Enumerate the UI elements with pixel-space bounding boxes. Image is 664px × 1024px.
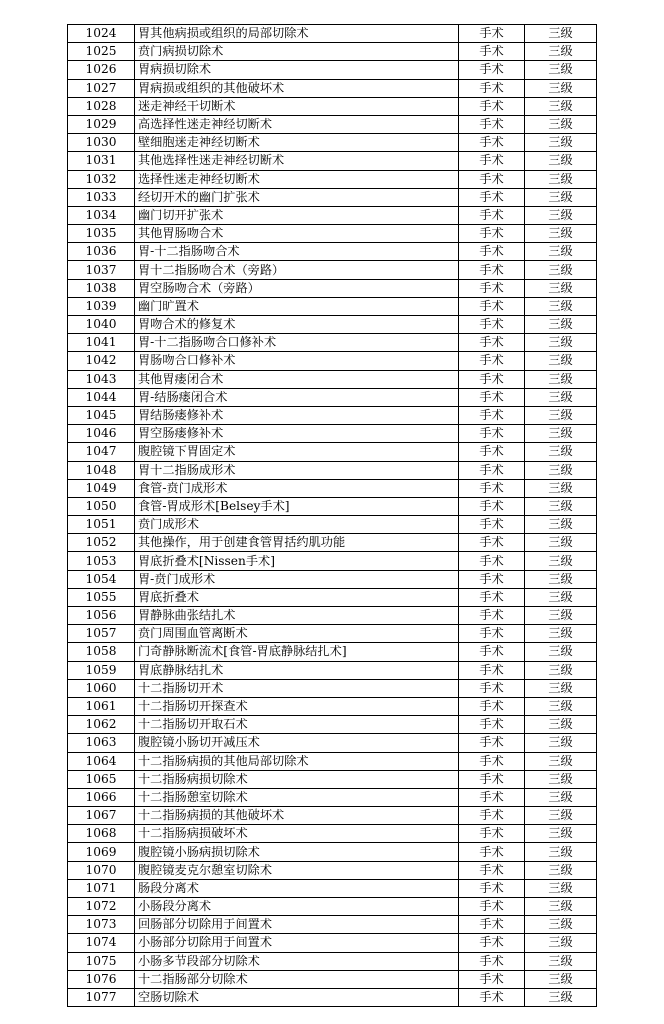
row-number: 1043 xyxy=(68,370,135,388)
procedure-type: 手术 xyxy=(459,134,525,152)
row-number: 1028 xyxy=(68,97,135,115)
row-number: 1046 xyxy=(68,425,135,443)
procedure-name: 迷走神经干切断术 xyxy=(135,97,459,115)
row-number: 1062 xyxy=(68,716,135,734)
procedure-grade: 三级 xyxy=(525,206,597,224)
procedure-type: 手术 xyxy=(459,297,525,315)
procedure-grade: 三级 xyxy=(525,25,597,43)
procedure-type: 手术 xyxy=(459,61,525,79)
table-row xyxy=(68,79,597,97)
table-row xyxy=(68,643,597,661)
procedure-name: 胃病损或组织的其他破坏术 xyxy=(135,79,459,97)
table-row xyxy=(68,115,597,133)
row-number: 1070 xyxy=(68,861,135,879)
procedure-grade: 三级 xyxy=(525,625,597,643)
procedure-type: 手术 xyxy=(459,279,525,297)
procedure-name: 胃其他病损或组织的局部切除术 xyxy=(135,25,459,43)
procedure-type: 手术 xyxy=(459,443,525,461)
row-number: 1044 xyxy=(68,388,135,406)
procedure-type: 手术 xyxy=(459,43,525,61)
procedure-type: 手术 xyxy=(459,152,525,170)
procedure-name: 腹腔镜小肠病损切除术 xyxy=(135,843,459,861)
procedure-grade: 三级 xyxy=(525,588,597,606)
row-number: 1029 xyxy=(68,115,135,133)
procedure-name: 十二指肠切开术 xyxy=(135,679,459,697)
procedure-name: 空肠切除术 xyxy=(135,988,459,1006)
row-number: 1039 xyxy=(68,297,135,315)
procedure-name: 胃肠吻合口修补术 xyxy=(135,352,459,370)
table-row xyxy=(68,807,597,825)
procedure-type: 手术 xyxy=(459,97,525,115)
procedure-name: 胃病损切除术 xyxy=(135,61,459,79)
procedure-grade: 三级 xyxy=(525,952,597,970)
table-row xyxy=(68,661,597,679)
row-number: 1060 xyxy=(68,679,135,697)
table-row xyxy=(68,916,597,934)
table-row xyxy=(68,879,597,897)
procedure-name: 贲门成形术 xyxy=(135,516,459,534)
table-row xyxy=(68,461,597,479)
procedure-type: 手术 xyxy=(459,607,525,625)
procedure-grade: 三级 xyxy=(525,807,597,825)
procedure-grade: 三级 xyxy=(525,970,597,988)
procedure-name: 回肠部分切除用于间置术 xyxy=(135,916,459,934)
table-row xyxy=(68,206,597,224)
procedure-grade: 三级 xyxy=(525,370,597,388)
table-row xyxy=(68,570,597,588)
table-row xyxy=(68,352,597,370)
procedure-grade: 三级 xyxy=(525,607,597,625)
procedure-grade: 三级 xyxy=(525,770,597,788)
table-row xyxy=(68,679,597,697)
procedure-grade: 三级 xyxy=(525,516,597,534)
procedure-type: 手术 xyxy=(459,788,525,806)
table-row xyxy=(68,43,597,61)
procedure-name: 十二指肠切开探查术 xyxy=(135,697,459,715)
procedure-grade: 三级 xyxy=(525,916,597,934)
procedure-grade: 三级 xyxy=(525,425,597,443)
procedure-name: 壁细胞迷走神经切断术 xyxy=(135,134,459,152)
procedure-type: 手术 xyxy=(459,406,525,424)
procedure-type: 手术 xyxy=(459,461,525,479)
row-number: 1059 xyxy=(68,661,135,679)
procedure-type: 手术 xyxy=(459,570,525,588)
procedure-type: 手术 xyxy=(459,988,525,1006)
procedure-type: 手术 xyxy=(459,425,525,443)
row-number: 1025 xyxy=(68,43,135,61)
row-number: 1030 xyxy=(68,134,135,152)
procedure-grade: 三级 xyxy=(525,352,597,370)
procedure-grade: 三级 xyxy=(525,115,597,133)
procedure-name: 胃-结肠瘘闭合术 xyxy=(135,388,459,406)
procedure-grade: 三级 xyxy=(525,734,597,752)
procedure-name: 门奇静脉断流术[食管-胃底静脉结扎术] xyxy=(135,643,459,661)
row-number: 1033 xyxy=(68,188,135,206)
procedure-grade: 三级 xyxy=(525,334,597,352)
row-number: 1038 xyxy=(68,279,135,297)
table-row xyxy=(68,934,597,952)
table-row xyxy=(68,316,597,334)
procedure-name: 高选择性迷走神经切断术 xyxy=(135,115,459,133)
row-number: 1067 xyxy=(68,807,135,825)
table-row xyxy=(68,243,597,261)
procedure-type: 手术 xyxy=(459,625,525,643)
row-number: 1045 xyxy=(68,406,135,424)
table-row xyxy=(68,952,597,970)
procedure-name: 其他选择性迷走神经切断术 xyxy=(135,152,459,170)
procedure-table xyxy=(67,24,597,1007)
procedure-name: 腹腔镜麦克尔憩室切除术 xyxy=(135,861,459,879)
table-row xyxy=(68,225,597,243)
procedure-name: 贲门病损切除术 xyxy=(135,43,459,61)
table-row xyxy=(68,425,597,443)
procedure-name: 胃-贲门成形术 xyxy=(135,570,459,588)
procedure-name: 食管-贲门成形术 xyxy=(135,479,459,497)
procedure-grade: 三级 xyxy=(525,988,597,1006)
procedure-grade: 三级 xyxy=(525,825,597,843)
procedure-grade: 三级 xyxy=(525,552,597,570)
table-row xyxy=(68,588,597,606)
table-row xyxy=(68,479,597,497)
row-number: 1027 xyxy=(68,79,135,97)
procedure-grade: 三级 xyxy=(525,79,597,97)
procedure-grade: 三级 xyxy=(525,716,597,734)
procedure-type: 手术 xyxy=(459,534,525,552)
procedure-name: 胃空肠瘘修补术 xyxy=(135,425,459,443)
procedure-grade: 三级 xyxy=(525,170,597,188)
procedure-name: 胃吻合术的修复术 xyxy=(135,316,459,334)
row-number: 1053 xyxy=(68,552,135,570)
procedure-type: 手术 xyxy=(459,661,525,679)
row-number: 1069 xyxy=(68,843,135,861)
procedure-name: 胃结肠瘘修补术 xyxy=(135,406,459,424)
procedure-name: 食管-胃成形术[Belsey手术] xyxy=(135,497,459,515)
procedure-type: 手术 xyxy=(459,516,525,534)
row-number: 1036 xyxy=(68,243,135,261)
procedure-name: 胃十二指肠成形术 xyxy=(135,461,459,479)
row-number: 1074 xyxy=(68,934,135,952)
procedure-type: 手术 xyxy=(459,679,525,697)
procedure-name: 腹腔镜小肠切开减压术 xyxy=(135,734,459,752)
procedure-type: 手术 xyxy=(459,734,525,752)
procedure-type: 手术 xyxy=(459,552,525,570)
procedure-name: 十二指肠病损切除术 xyxy=(135,770,459,788)
procedure-grade: 三级 xyxy=(525,497,597,515)
row-number: 1041 xyxy=(68,334,135,352)
table-row xyxy=(68,188,597,206)
row-number: 1040 xyxy=(68,316,135,334)
procedure-grade: 三级 xyxy=(525,752,597,770)
row-number: 1054 xyxy=(68,570,135,588)
procedure-name: 胃空肠吻合术（旁路） xyxy=(135,279,459,297)
procedure-name: 幽门旷置术 xyxy=(135,297,459,315)
table-row xyxy=(68,970,597,988)
row-number: 1064 xyxy=(68,752,135,770)
row-number: 1050 xyxy=(68,497,135,515)
table-row xyxy=(68,388,597,406)
procedure-name: 十二指肠病损的其他破坏术 xyxy=(135,807,459,825)
procedure-name: 选择性迷走神经切断术 xyxy=(135,170,459,188)
row-number: 1048 xyxy=(68,461,135,479)
procedure-name: 十二指肠憩室切除术 xyxy=(135,788,459,806)
table-row xyxy=(68,697,597,715)
table-row xyxy=(68,788,597,806)
procedure-type: 手术 xyxy=(459,807,525,825)
procedure-grade: 三级 xyxy=(525,879,597,897)
procedure-type: 手术 xyxy=(459,79,525,97)
procedure-grade: 三级 xyxy=(525,861,597,879)
row-number: 1077 xyxy=(68,988,135,1006)
procedure-type: 手术 xyxy=(459,25,525,43)
row-number: 1073 xyxy=(68,916,135,934)
row-number: 1057 xyxy=(68,625,135,643)
procedure-name: 幽门切开扩张术 xyxy=(135,206,459,224)
procedure-name: 其他操作，用于创建食管胃括约肌功能 xyxy=(135,534,459,552)
row-number: 1034 xyxy=(68,206,135,224)
procedure-grade: 三级 xyxy=(525,61,597,79)
procedure-grade: 三级 xyxy=(525,297,597,315)
procedure-grade: 三级 xyxy=(525,788,597,806)
procedure-name: 腹腔镜下胃固定术 xyxy=(135,443,459,461)
procedure-table-body xyxy=(68,25,597,1007)
procedure-name: 胃十二指肠吻合术（旁路） xyxy=(135,261,459,279)
procedure-type: 手术 xyxy=(459,243,525,261)
row-number: 1042 xyxy=(68,352,135,370)
table-row xyxy=(68,534,597,552)
procedure-name: 胃底静脉结扎术 xyxy=(135,661,459,679)
procedure-type: 手术 xyxy=(459,697,525,715)
procedure-type: 手术 xyxy=(459,334,525,352)
procedure-grade: 三级 xyxy=(525,843,597,861)
table-row xyxy=(68,134,597,152)
procedure-grade: 三级 xyxy=(525,406,597,424)
table-row xyxy=(68,825,597,843)
procedure-grade: 三级 xyxy=(525,934,597,952)
procedure-type: 手术 xyxy=(459,716,525,734)
row-number: 1037 xyxy=(68,261,135,279)
procedure-type: 手术 xyxy=(459,588,525,606)
row-number: 1032 xyxy=(68,170,135,188)
procedure-grade: 三级 xyxy=(525,279,597,297)
row-number: 1068 xyxy=(68,825,135,843)
procedure-type: 手术 xyxy=(459,370,525,388)
procedure-name: 十二指肠病损破坏术 xyxy=(135,825,459,843)
table-row xyxy=(68,152,597,170)
table-row xyxy=(68,516,597,534)
table-row xyxy=(68,443,597,461)
procedure-grade: 三级 xyxy=(525,461,597,479)
row-number: 1052 xyxy=(68,534,135,552)
row-number: 1051 xyxy=(68,516,135,534)
procedure-grade: 三级 xyxy=(525,316,597,334)
procedure-type: 手术 xyxy=(459,643,525,661)
table-row xyxy=(68,734,597,752)
row-number: 1024 xyxy=(68,25,135,43)
procedure-type: 手术 xyxy=(459,352,525,370)
procedure-type: 手术 xyxy=(459,115,525,133)
procedure-grade: 三级 xyxy=(525,243,597,261)
procedure-type: 手术 xyxy=(459,261,525,279)
procedure-name: 胃静脉曲张结扎术 xyxy=(135,607,459,625)
table-row xyxy=(68,61,597,79)
procedure-name: 十二指肠部分切除术 xyxy=(135,970,459,988)
table-row xyxy=(68,752,597,770)
procedure-type: 手术 xyxy=(459,206,525,224)
table-row xyxy=(68,988,597,1006)
table-row xyxy=(68,97,597,115)
procedure-type: 手术 xyxy=(459,225,525,243)
procedure-grade: 三级 xyxy=(525,570,597,588)
procedure-type: 手术 xyxy=(459,479,525,497)
procedure-type: 手术 xyxy=(459,952,525,970)
procedure-grade: 三级 xyxy=(525,188,597,206)
procedure-type: 手术 xyxy=(459,825,525,843)
procedure-name: 胃底折叠术 xyxy=(135,588,459,606)
procedure-grade: 三级 xyxy=(525,661,597,679)
row-number: 1049 xyxy=(68,479,135,497)
procedure-type: 手术 xyxy=(459,934,525,952)
row-number: 1035 xyxy=(68,225,135,243)
row-number: 1056 xyxy=(68,607,135,625)
procedure-grade: 三级 xyxy=(525,97,597,115)
procedure-grade: 三级 xyxy=(525,679,597,697)
table-row xyxy=(68,170,597,188)
procedure-type: 手术 xyxy=(459,843,525,861)
table-row xyxy=(68,297,597,315)
procedure-name: 其他胃瘘闭合术 xyxy=(135,370,459,388)
procedure-name: 其他胃肠吻合术 xyxy=(135,225,459,243)
table-row xyxy=(68,334,597,352)
table-row xyxy=(68,843,597,861)
procedure-grade: 三级 xyxy=(525,534,597,552)
procedure-grade: 三级 xyxy=(525,643,597,661)
row-number: 1066 xyxy=(68,788,135,806)
table-row xyxy=(68,716,597,734)
procedure-type: 手术 xyxy=(459,861,525,879)
procedure-name: 贲门周围血管离断术 xyxy=(135,625,459,643)
table-row xyxy=(68,898,597,916)
table-row xyxy=(68,497,597,515)
procedure-name: 经切开术的幽门扩张术 xyxy=(135,188,459,206)
procedure-grade: 三级 xyxy=(525,225,597,243)
procedure-type: 手术 xyxy=(459,916,525,934)
procedure-type: 手术 xyxy=(459,752,525,770)
row-number: 1055 xyxy=(68,588,135,606)
row-number: 1076 xyxy=(68,970,135,988)
row-number: 1047 xyxy=(68,443,135,461)
table-row xyxy=(68,279,597,297)
table-row xyxy=(68,625,597,643)
table-row xyxy=(68,370,597,388)
procedure-type: 手术 xyxy=(459,497,525,515)
row-number: 1075 xyxy=(68,952,135,970)
procedure-type: 手术 xyxy=(459,188,525,206)
row-number: 1031 xyxy=(68,152,135,170)
procedure-type: 手术 xyxy=(459,898,525,916)
procedure-name: 十二指肠切开取石术 xyxy=(135,716,459,734)
procedure-grade: 三级 xyxy=(525,43,597,61)
row-number: 1071 xyxy=(68,879,135,897)
procedure-name: 十二指肠病损的其他局部切除术 xyxy=(135,752,459,770)
row-number: 1063 xyxy=(68,734,135,752)
procedure-name: 胃-十二指肠吻合术 xyxy=(135,243,459,261)
procedure-name: 小肠多节段部分切除术 xyxy=(135,952,459,970)
table-row xyxy=(68,261,597,279)
row-number: 1058 xyxy=(68,643,135,661)
procedure-type: 手术 xyxy=(459,388,525,406)
procedure-type: 手术 xyxy=(459,970,525,988)
table-row xyxy=(68,552,597,570)
table-row xyxy=(68,861,597,879)
procedure-grade: 三级 xyxy=(525,152,597,170)
procedure-grade: 三级 xyxy=(525,134,597,152)
procedure-type: 手术 xyxy=(459,170,525,188)
procedure-grade: 三级 xyxy=(525,443,597,461)
row-number: 1026 xyxy=(68,61,135,79)
procedure-grade: 三级 xyxy=(525,388,597,406)
procedure-grade: 三级 xyxy=(525,261,597,279)
procedure-grade: 三级 xyxy=(525,479,597,497)
table-row xyxy=(68,607,597,625)
row-number: 1065 xyxy=(68,770,135,788)
procedure-type: 手术 xyxy=(459,316,525,334)
row-number: 1072 xyxy=(68,898,135,916)
procedure-name: 胃-十二指肠吻合口修补术 xyxy=(135,334,459,352)
row-number: 1061 xyxy=(68,697,135,715)
procedure-type: 手术 xyxy=(459,770,525,788)
procedure-type: 手术 xyxy=(459,879,525,897)
procedure-name: 胃底折叠术[Nissen手术] xyxy=(135,552,459,570)
procedure-name: 肠段分离术 xyxy=(135,879,459,897)
table-row xyxy=(68,406,597,424)
procedure-grade: 三级 xyxy=(525,898,597,916)
table-row xyxy=(68,25,597,43)
procedure-grade: 三级 xyxy=(525,697,597,715)
procedure-name: 小肠段分离术 xyxy=(135,898,459,916)
procedure-name: 小肠部分切除用于间置术 xyxy=(135,934,459,952)
table-row xyxy=(68,770,597,788)
